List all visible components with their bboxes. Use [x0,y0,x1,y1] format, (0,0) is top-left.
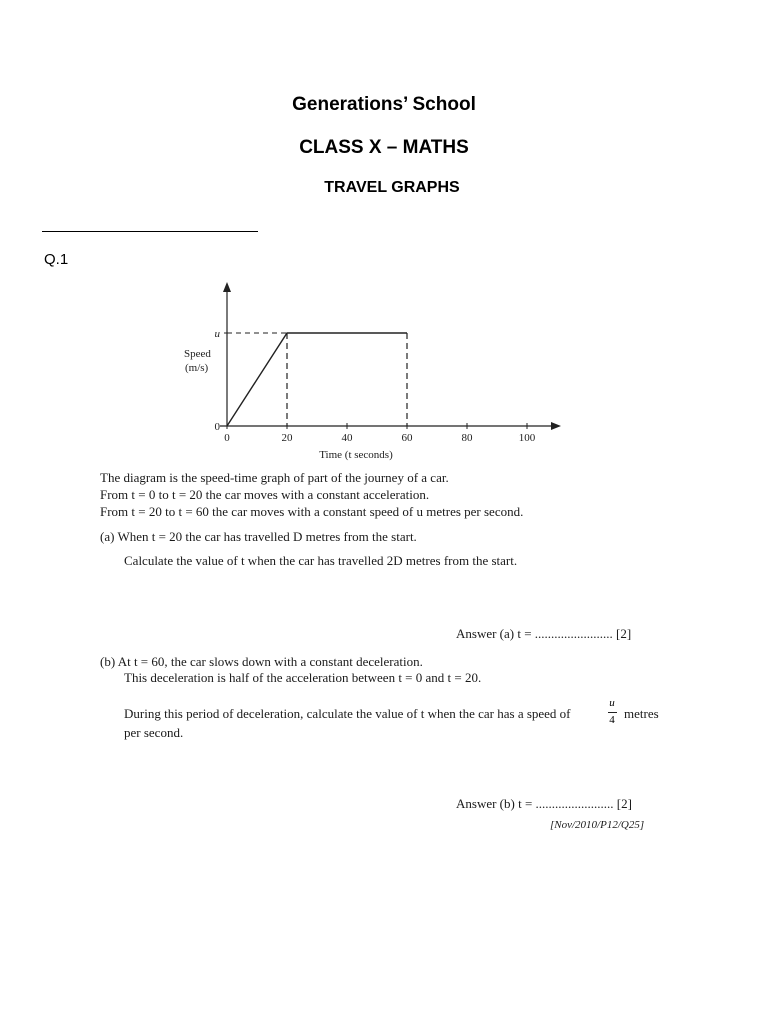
x-tick-label-100: 100 [518,432,536,444]
part-a-answer: Answer (a) t = ........................ [2] [456,626,632,641]
intro-line-3: From t = 20 to t = 60 the car moves with a constant speed of u metres per second. [100,504,524,519]
school-name: Generations’ School [292,94,476,115]
x-tick-label-0: 0 [224,432,230,444]
question-reference: [Nov/2010/P12/Q25] [550,819,645,831]
part-b-line-4: per second. [124,725,184,740]
part-a-line-2: Calculate the value of t when the car has travelled 2D metres from the start. [124,553,518,568]
part-b-line-2: This deceleration is half of the acceleration between t = 0 and t = 20. [124,670,482,685]
y-axis-unit: (m/s) [185,362,209,374]
x-tick-label-60: 60 [401,432,413,444]
question-number: Q.1 [44,251,69,268]
speed-time-graph [170,278,570,468]
part-b-line-1: (b) At t = 60, the car slows down with a constant deceleration. [100,654,423,669]
y-tick-label-0: 0 [214,421,220,433]
topic-title: TRAVEL GRAPHS [324,179,460,196]
fraction-denominator: 4 [609,714,615,726]
part-b-line-3-end: metres [624,706,659,721]
x-tick-label-20: 20 [281,432,293,444]
fraction-bar [608,712,617,713]
series-line [227,333,407,426]
intro-line-2: From t = 0 to t = 20 the car moves with a constant acceleration. [100,487,430,502]
part-a-line-1: (a) When t = 20 the car has travelled D metres from the start. [100,529,417,544]
y-tick-label-u: u [214,328,220,340]
divider-line [42,231,258,232]
x-axis-label: Time (t seconds) [319,449,393,461]
y-axis-label: Speed [184,348,211,360]
fraction-numerator: u [609,697,615,709]
x-tick-label-40: 40 [341,432,353,444]
x-tick-label-80: 80 [461,432,473,444]
x-axis-arrow [551,422,561,430]
part-b-line-3: During this period of deceleration, calculate the value of t when the car has a speed of [124,706,571,721]
y-axis-arrow [223,282,231,292]
part-b-answer: Answer (b) t = ........................ [2] [456,796,632,811]
intro-line-1: The diagram is the speed-time graph of part of the journey of a car. [100,470,449,485]
class-title: CLASS X – MATHS [299,137,469,158]
